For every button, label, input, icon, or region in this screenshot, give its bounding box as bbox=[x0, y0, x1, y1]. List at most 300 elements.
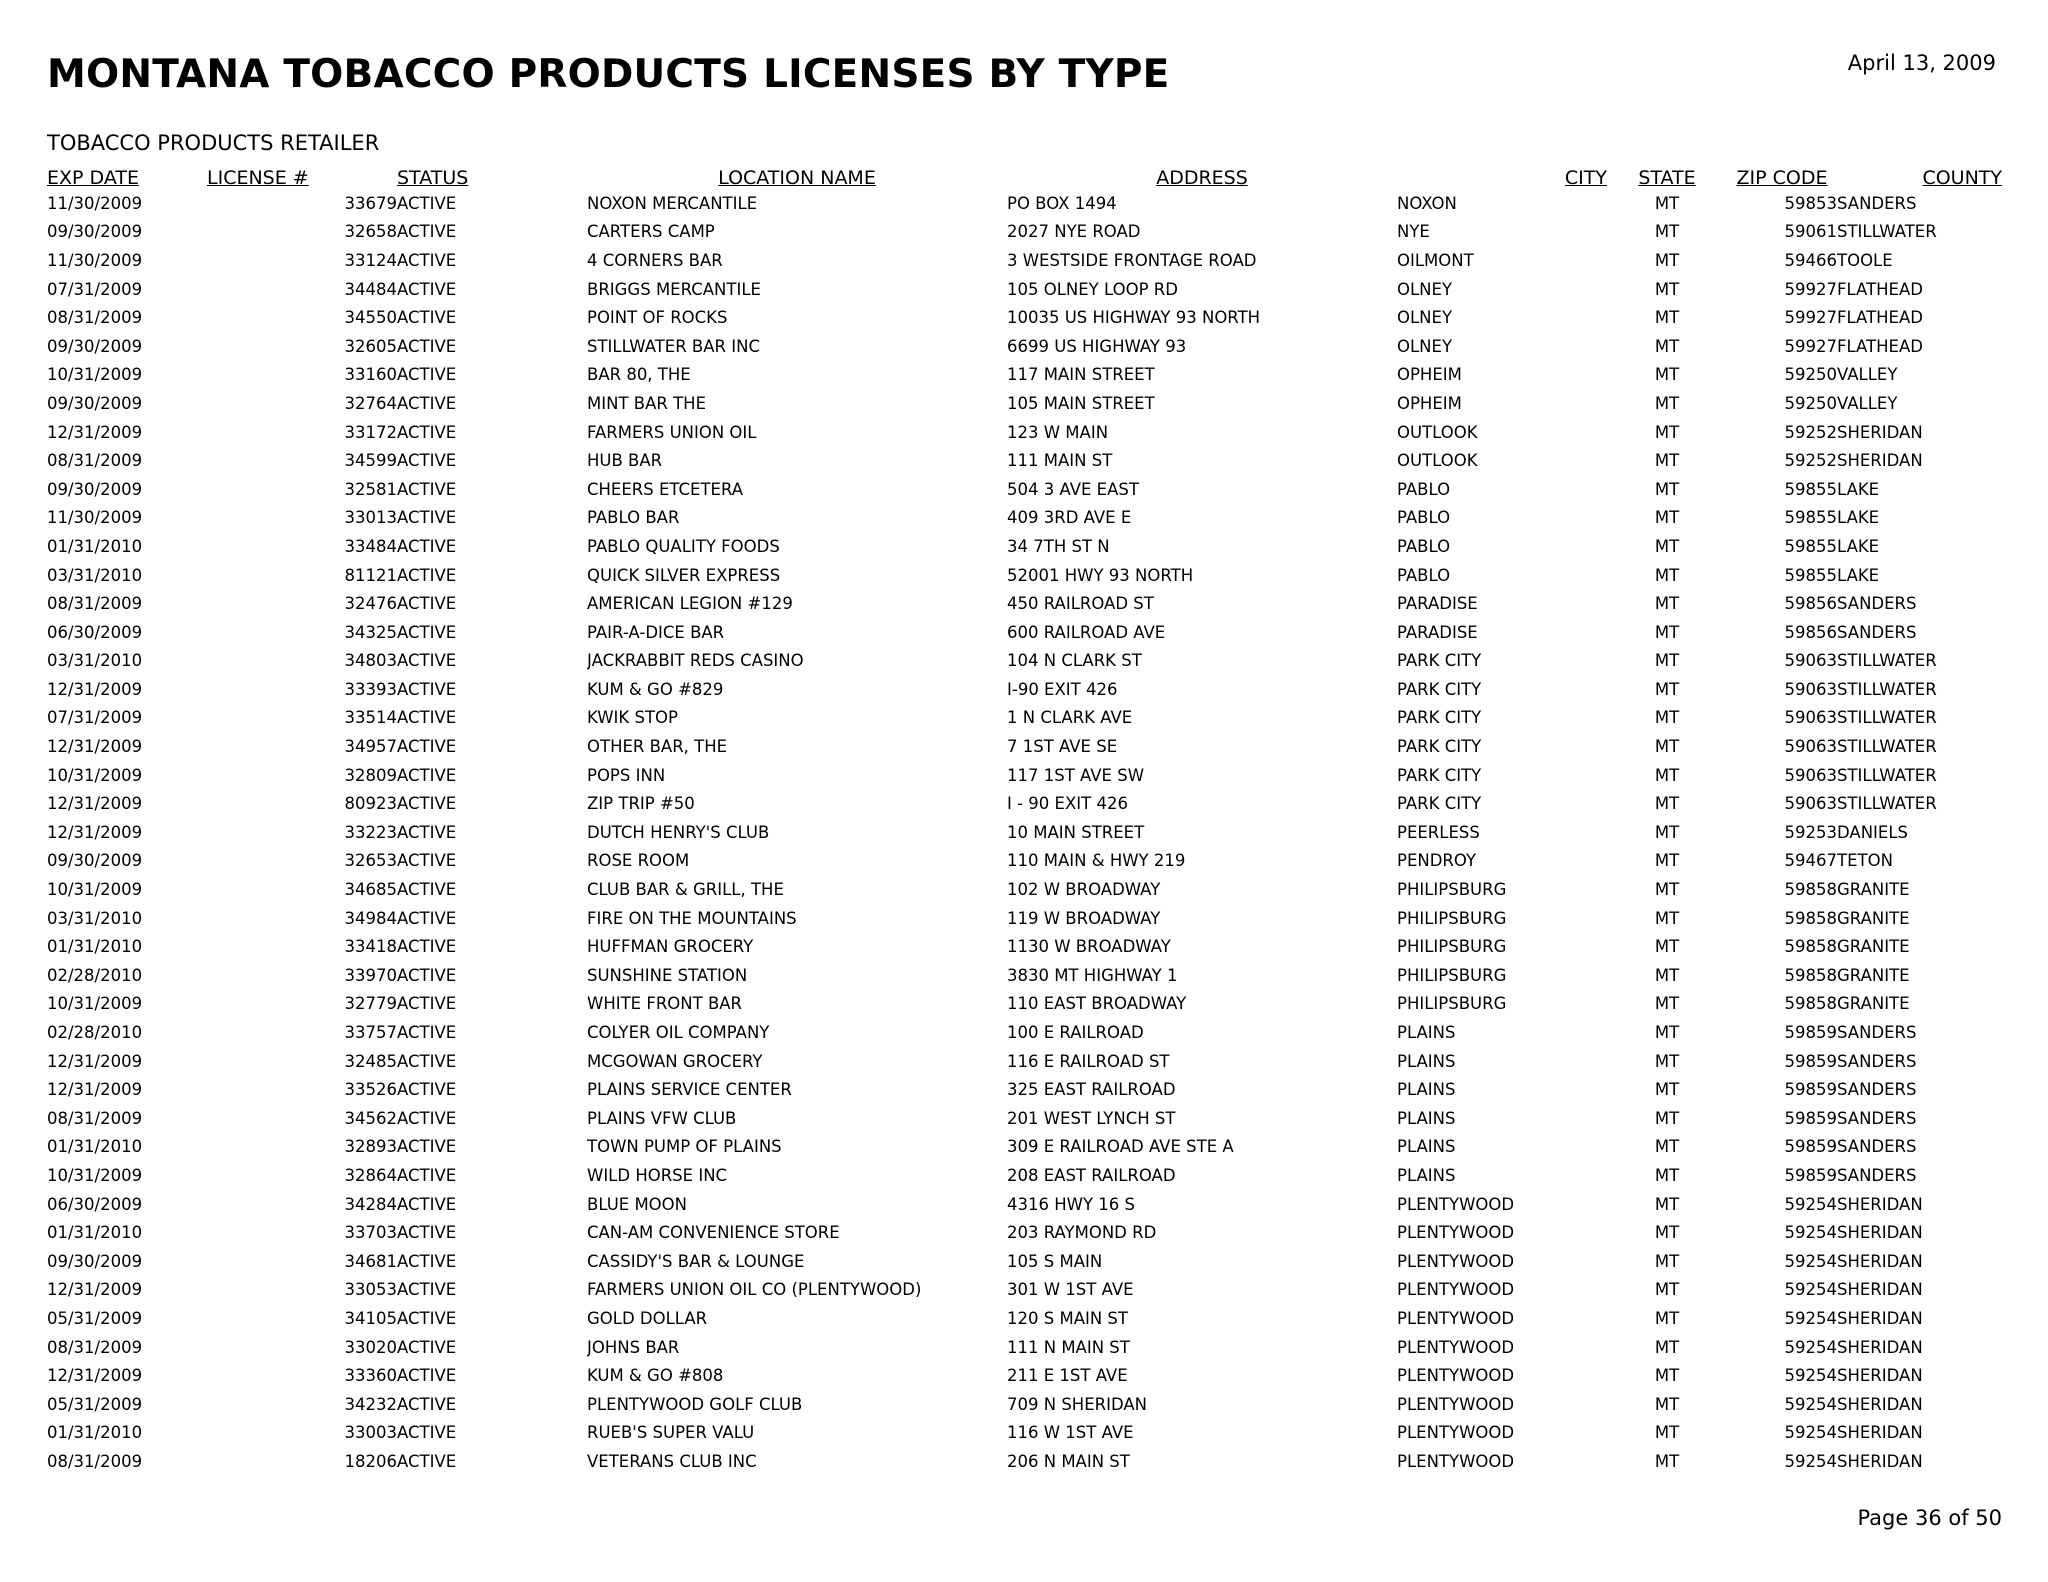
status-cell: ACTIVE bbox=[397, 622, 457, 642]
state-cell: MT bbox=[1654, 851, 1680, 871]
county-cell: SHERIDAN bbox=[1837, 1308, 1923, 1328]
location-name-cell: WILD HORSE INC bbox=[587, 1165, 728, 1185]
zip-code-cell: 59858 bbox=[1784, 994, 1837, 1014]
license-cell: 34232 bbox=[344, 1394, 397, 1414]
state-cell: MT bbox=[1654, 250, 1680, 270]
location-name-cell: BLUE MOON bbox=[587, 1194, 687, 1214]
exp-date-cell: 12/31/2009 bbox=[47, 1280, 143, 1300]
location-name-cell: HUFFMAN GROCERY bbox=[587, 937, 754, 957]
location-name-cell: CARTERS CAMP bbox=[587, 222, 715, 242]
exp-date-cell: 09/30/2009 bbox=[47, 393, 143, 413]
address-cell: 211 E 1ST AVE bbox=[1007, 1366, 1128, 1386]
county-cell: STILLWATER bbox=[1837, 222, 1937, 242]
state-cell: MT bbox=[1654, 308, 1680, 328]
county-cell: GRANITE bbox=[1837, 880, 1910, 900]
table-row bbox=[47, 1190, 2002, 1219]
state-cell: MT bbox=[1654, 1337, 1680, 1357]
location-name-cell: PLAINS VFW CLUB bbox=[587, 1108, 737, 1128]
state-cell: MT bbox=[1654, 1194, 1680, 1214]
location-name-cell: CASSIDY'S BAR & LOUNGE bbox=[587, 1251, 805, 1271]
license-cell: 33053 bbox=[344, 1280, 397, 1300]
license-cell: 34599 bbox=[344, 451, 397, 471]
zip-code-cell: 59254 bbox=[1784, 1451, 1837, 1471]
zip-code-cell: 59467 bbox=[1784, 851, 1837, 871]
license-cell: 33703 bbox=[344, 1223, 397, 1243]
county-cell: SANDERS bbox=[1837, 1080, 1917, 1100]
location-name-cell: PABLO QUALITY FOODS bbox=[587, 536, 780, 556]
location-name-cell: JOHNS BAR bbox=[587, 1337, 680, 1357]
license-cell: 32864 bbox=[344, 1165, 397, 1185]
status-cell: ACTIVE bbox=[397, 708, 457, 728]
license-cell: 32893 bbox=[344, 1137, 397, 1157]
city-cell: PARK CITY bbox=[1397, 765, 1482, 785]
license-cell: 34803 bbox=[344, 651, 397, 671]
zip-code-cell: 59856 bbox=[1784, 594, 1837, 614]
license-cell: 32476 bbox=[344, 594, 397, 614]
exp-date-cell: 05/31/2009 bbox=[47, 1394, 143, 1414]
city-cell: PABLO bbox=[1397, 565, 1451, 585]
address-cell: 123 W MAIN bbox=[1007, 422, 1109, 442]
exp-date-cell: 02/28/2010 bbox=[47, 1023, 143, 1043]
city-cell: PARK CITY bbox=[1397, 737, 1482, 757]
zip-code-cell: 59927 bbox=[1784, 279, 1837, 299]
exp-date-cell: 06/30/2009 bbox=[47, 622, 143, 642]
exp-date-cell: 01/31/2010 bbox=[47, 1423, 143, 1443]
address-cell: 409 3RD AVE E bbox=[1007, 508, 1132, 528]
address-cell: 105 MAIN STREET bbox=[1007, 393, 1155, 413]
zip-code-cell: 59858 bbox=[1784, 908, 1837, 928]
exp-date-cell: 12/31/2009 bbox=[47, 794, 143, 814]
status-cell: ACTIVE bbox=[397, 880, 457, 900]
county-cell: GRANITE bbox=[1837, 965, 1910, 985]
city-cell: NYE bbox=[1397, 222, 1430, 242]
address-cell: 3 WESTSIDE FRONTAGE ROAD bbox=[1007, 250, 1257, 270]
table-row bbox=[47, 1161, 2002, 1190]
county-cell: LAKE bbox=[1837, 479, 1880, 499]
city-cell: PLAINS bbox=[1397, 1023, 1456, 1043]
location-name-cell: FIRE ON THE MOUNTAINS bbox=[587, 908, 797, 928]
exp-date-cell: 08/31/2009 bbox=[47, 1108, 143, 1128]
status-cell: ACTIVE bbox=[397, 308, 457, 328]
license-cell: 33757 bbox=[344, 1023, 397, 1043]
city-cell: NOXON bbox=[1397, 193, 1457, 213]
city-cell: PHILIPSBURG bbox=[1397, 965, 1507, 985]
county-cell: FLATHEAD bbox=[1837, 308, 1923, 328]
city-cell: PLENTYWOOD bbox=[1397, 1308, 1515, 1328]
location-name-cell: ZIP TRIP #50 bbox=[587, 794, 695, 814]
page-title: MONTANA TOBACCO PRODUCTS LICENSES BY TYPE bbox=[47, 52, 1170, 97]
location-name-cell: CHEERS ETCETERA bbox=[587, 479, 744, 499]
location-name-cell: MINT BAR THE bbox=[587, 393, 706, 413]
address-cell: 100 E RAILROAD bbox=[1007, 1023, 1144, 1043]
table-row bbox=[47, 1390, 2002, 1419]
address-cell: I - 90 EXIT 426 bbox=[1007, 794, 1128, 814]
location-name-cell: NOXON MERCANTILE bbox=[587, 193, 758, 213]
county-cell: STILLWATER bbox=[1837, 708, 1937, 728]
address-cell: 120 S MAIN ST bbox=[1007, 1308, 1128, 1328]
table-row bbox=[47, 1361, 2002, 1390]
location-name-cell: PLAINS SERVICE CENTER bbox=[587, 1080, 792, 1100]
city-cell: PARK CITY bbox=[1397, 679, 1482, 699]
license-cell: 34105 bbox=[344, 1308, 397, 1328]
license-cell: 33514 bbox=[344, 708, 397, 728]
zip-code-cell: 59859 bbox=[1784, 1080, 1837, 1100]
exp-date-cell: 10/31/2009 bbox=[47, 1165, 143, 1185]
county-cell: SANDERS bbox=[1837, 1137, 1917, 1157]
license-cell: 33223 bbox=[344, 822, 397, 842]
zip-code-cell: 59859 bbox=[1784, 1137, 1837, 1157]
state-cell: MT bbox=[1654, 937, 1680, 957]
state-cell: MT bbox=[1654, 708, 1680, 728]
exp-date-cell: 12/31/2009 bbox=[47, 1366, 143, 1386]
status-cell: ACTIVE bbox=[397, 393, 457, 413]
location-name-cell: POPS INN bbox=[587, 765, 666, 785]
zip-code-cell: 59927 bbox=[1784, 308, 1837, 328]
county-cell: SANDERS bbox=[1837, 193, 1917, 213]
table-row bbox=[47, 389, 2002, 418]
location-name-cell: HUB BAR bbox=[587, 451, 663, 471]
exp-date-cell: 10/31/2009 bbox=[47, 765, 143, 785]
license-cell: 34284 bbox=[344, 1194, 397, 1214]
license-cell: 34562 bbox=[344, 1108, 397, 1128]
table-row bbox=[47, 1304, 2002, 1333]
status-cell: ACTIVE bbox=[397, 851, 457, 871]
state-cell: MT bbox=[1654, 1308, 1680, 1328]
state-cell: MT bbox=[1654, 365, 1680, 385]
table-row bbox=[47, 1218, 2002, 1247]
license-cell: 33526 bbox=[344, 1080, 397, 1100]
location-name-cell: FARMERS UNION OIL bbox=[587, 422, 757, 442]
county-cell: SHERIDAN bbox=[1837, 1280, 1923, 1300]
county-cell: SHERIDAN bbox=[1837, 1194, 1923, 1214]
location-name-cell: PABLO BAR bbox=[587, 508, 680, 528]
state-cell: MT bbox=[1654, 965, 1680, 985]
zip-code-cell: 59466 bbox=[1784, 250, 1837, 270]
county-cell: LAKE bbox=[1837, 536, 1880, 556]
status-cell: ACTIVE bbox=[397, 937, 457, 957]
location-name-cell: COLYER OIL COMPANY bbox=[587, 1023, 770, 1043]
license-cell: 32485 bbox=[344, 1051, 397, 1071]
address-cell: 34 7TH ST N bbox=[1007, 536, 1110, 556]
city-cell: PEERLESS bbox=[1397, 822, 1480, 842]
status-cell: ACTIVE bbox=[397, 1165, 457, 1185]
state-cell: MT bbox=[1654, 1051, 1680, 1071]
status-cell: ACTIVE bbox=[397, 336, 457, 356]
city-cell: PHILIPSBURG bbox=[1397, 908, 1507, 928]
license-cell: 34984 bbox=[344, 908, 397, 928]
status-cell: ACTIVE bbox=[397, 479, 457, 499]
city-cell: PLENTYWOOD bbox=[1397, 1251, 1515, 1271]
state-cell: MT bbox=[1654, 908, 1680, 928]
county-cell: STILLWATER bbox=[1837, 651, 1937, 671]
table-row bbox=[47, 761, 2002, 790]
license-cell: 33160 bbox=[344, 365, 397, 385]
state-cell: MT bbox=[1654, 1137, 1680, 1157]
status-cell: ACTIVE bbox=[397, 1280, 457, 1300]
table-row bbox=[47, 446, 2002, 475]
exp-date-cell: 05/31/2009 bbox=[47, 1308, 143, 1328]
zip-code-cell: 59859 bbox=[1784, 1051, 1837, 1071]
exp-date-cell: 12/31/2009 bbox=[47, 1051, 143, 1071]
license-cell: 32764 bbox=[344, 393, 397, 413]
state-cell: MT bbox=[1654, 794, 1680, 814]
address-cell: 309 E RAILROAD AVE STE A bbox=[1007, 1137, 1234, 1157]
status-cell: ACTIVE bbox=[397, 1080, 457, 1100]
status-cell: ACTIVE bbox=[397, 965, 457, 985]
exp-date-cell: 07/31/2009 bbox=[47, 708, 143, 728]
zip-code-cell: 59855 bbox=[1784, 565, 1837, 585]
license-cell: 34325 bbox=[344, 622, 397, 642]
city-cell: OLNEY bbox=[1397, 308, 1453, 328]
exp-date-cell: 12/31/2009 bbox=[47, 679, 143, 699]
state-cell: MT bbox=[1654, 536, 1680, 556]
state-cell: MT bbox=[1654, 451, 1680, 471]
exp-date-cell: 09/30/2009 bbox=[47, 479, 143, 499]
city-cell: PARK CITY bbox=[1397, 708, 1482, 728]
state-cell: MT bbox=[1654, 1080, 1680, 1100]
city-cell: PLENTYWOOD bbox=[1397, 1337, 1515, 1357]
table-row bbox=[47, 1419, 2002, 1448]
license-cell: 34550 bbox=[344, 308, 397, 328]
zip-code-cell: 59254 bbox=[1784, 1337, 1837, 1357]
status-cell: ACTIVE bbox=[397, 1423, 457, 1443]
county-cell: SANDERS bbox=[1837, 594, 1917, 614]
address-cell: 10035 US HIGHWAY 93 NORTH bbox=[1007, 308, 1261, 328]
address-cell: 206 N MAIN ST bbox=[1007, 1451, 1130, 1471]
license-cell: 34685 bbox=[344, 880, 397, 900]
zip-code-cell: 59855 bbox=[1784, 536, 1837, 556]
state-cell: MT bbox=[1654, 1451, 1680, 1471]
address-cell: 450 RAILROAD ST bbox=[1007, 594, 1154, 614]
county-cell: GRANITE bbox=[1837, 937, 1910, 957]
table-row bbox=[47, 532, 2002, 561]
status-cell: ACTIVE bbox=[397, 594, 457, 614]
table-header-row bbox=[47, 162, 2002, 189]
zip-code-cell: 59254 bbox=[1784, 1251, 1837, 1271]
status-cell: ACTIVE bbox=[397, 451, 457, 471]
zip-code-cell: 59859 bbox=[1784, 1108, 1837, 1128]
exp-date-cell: 08/31/2009 bbox=[47, 451, 143, 471]
county-cell: DANIELS bbox=[1837, 822, 1909, 842]
zip-code-cell: 59858 bbox=[1784, 937, 1837, 957]
county-cell: GRANITE bbox=[1837, 908, 1910, 928]
licenses-table bbox=[47, 162, 2002, 1476]
location-name-cell: MCGOWAN GROCERY bbox=[587, 1051, 763, 1071]
exp-date-cell: 01/31/2010 bbox=[47, 536, 143, 556]
zip-code-cell: 59856 bbox=[1784, 622, 1837, 642]
county-cell: SANDERS bbox=[1837, 1023, 1917, 1043]
state-cell: MT bbox=[1654, 336, 1680, 356]
zip-code-cell: 59254 bbox=[1784, 1280, 1837, 1300]
status-cell: ACTIVE bbox=[397, 279, 457, 299]
city-cell: PHILIPSBURG bbox=[1397, 994, 1507, 1014]
column-header-zip-code: ZIP CODE bbox=[1736, 167, 1828, 189]
address-cell: 110 EAST BROADWAY bbox=[1007, 994, 1187, 1014]
status-cell: ACTIVE bbox=[397, 794, 457, 814]
exp-date-cell: 11/30/2009 bbox=[47, 250, 143, 270]
location-name-cell: KUM & GO #829 bbox=[587, 679, 724, 699]
table-row bbox=[47, 789, 2002, 818]
state-cell: MT bbox=[1654, 193, 1680, 213]
status-cell: ACTIVE bbox=[397, 1251, 457, 1271]
status-cell: ACTIVE bbox=[397, 422, 457, 442]
state-cell: MT bbox=[1654, 393, 1680, 413]
table-row bbox=[47, 990, 2002, 1019]
city-cell: OLNEY bbox=[1397, 279, 1453, 299]
status-cell: ACTIVE bbox=[397, 1137, 457, 1157]
column-header-location-name: LOCATION NAME bbox=[718, 167, 876, 189]
exp-date-cell: 03/31/2010 bbox=[47, 651, 143, 671]
zip-code-cell: 59859 bbox=[1784, 1165, 1837, 1185]
city-cell: PLENTYWOOD bbox=[1397, 1451, 1515, 1471]
state-cell: MT bbox=[1654, 565, 1680, 585]
license-cell: 18206 bbox=[344, 1451, 397, 1471]
table-row bbox=[47, 189, 2002, 218]
exp-date-cell: 01/31/2010 bbox=[47, 937, 143, 957]
state-cell: MT bbox=[1654, 594, 1680, 614]
table-row bbox=[47, 1018, 2002, 1047]
address-cell: 504 3 AVE EAST bbox=[1007, 479, 1139, 499]
zip-code-cell: 59063 bbox=[1784, 708, 1837, 728]
zip-code-cell: 59858 bbox=[1784, 965, 1837, 985]
exp-date-cell: 08/31/2009 bbox=[47, 1337, 143, 1357]
location-name-cell: OTHER BAR, THE bbox=[587, 737, 728, 757]
table-row bbox=[47, 504, 2002, 533]
state-cell: MT bbox=[1654, 622, 1680, 642]
county-cell: SHERIDAN bbox=[1837, 1394, 1923, 1414]
location-name-cell: TOWN PUMP OF PLAINS bbox=[587, 1137, 782, 1157]
county-cell: TOOLE bbox=[1837, 250, 1893, 270]
address-cell: 104 N CLARK ST bbox=[1007, 651, 1142, 671]
zip-code-cell: 59858 bbox=[1784, 880, 1837, 900]
status-cell: ACTIVE bbox=[397, 1051, 457, 1071]
zip-code-cell: 59855 bbox=[1784, 508, 1837, 528]
status-cell: ACTIVE bbox=[397, 193, 457, 213]
license-cell: 33418 bbox=[344, 937, 397, 957]
state-cell: MT bbox=[1654, 1251, 1680, 1271]
address-cell: 600 RAILROAD AVE bbox=[1007, 622, 1166, 642]
state-cell: MT bbox=[1654, 479, 1680, 499]
table-row bbox=[47, 418, 2002, 447]
address-cell: 117 MAIN STREET bbox=[1007, 365, 1155, 385]
table-row bbox=[47, 246, 2002, 275]
column-header-exp-date: EXP DATE bbox=[47, 167, 139, 189]
county-cell: STILLWATER bbox=[1837, 679, 1937, 699]
county-cell: SANDERS bbox=[1837, 1165, 1917, 1185]
zip-code-cell: 59063 bbox=[1784, 651, 1837, 671]
location-name-cell: FARMERS UNION OIL CO (PLENTYWOOD) bbox=[587, 1280, 922, 1300]
county-cell: STILLWATER bbox=[1837, 765, 1937, 785]
address-cell: 709 N SHERIDAN bbox=[1007, 1394, 1148, 1414]
license-cell: 33970 bbox=[344, 965, 397, 985]
zip-code-cell: 59061 bbox=[1784, 222, 1837, 242]
address-cell: 105 S MAIN bbox=[1007, 1251, 1103, 1271]
status-cell: ACTIVE bbox=[397, 679, 457, 699]
county-cell: VALLEY bbox=[1837, 393, 1898, 413]
status-cell: ACTIVE bbox=[397, 1223, 457, 1243]
county-cell: SHERIDAN bbox=[1837, 1337, 1923, 1357]
page-number: Page 36 of 50 bbox=[1857, 1506, 2002, 1530]
table-row bbox=[47, 218, 2002, 247]
license-cell: 33360 bbox=[344, 1366, 397, 1386]
location-name-cell: QUICK SILVER EXPRESS bbox=[587, 565, 781, 585]
state-cell: MT bbox=[1654, 765, 1680, 785]
table-row bbox=[47, 275, 2002, 304]
status-cell: ACTIVE bbox=[397, 1337, 457, 1357]
city-cell: PARK CITY bbox=[1397, 794, 1482, 814]
table-row bbox=[47, 303, 2002, 332]
zip-code-cell: 59063 bbox=[1784, 679, 1837, 699]
city-cell: PLAINS bbox=[1397, 1137, 1456, 1157]
city-cell: PARK CITY bbox=[1397, 651, 1482, 671]
zip-code-cell: 59254 bbox=[1784, 1194, 1837, 1214]
county-cell: TETON bbox=[1837, 851, 1893, 871]
column-header-address: ADDRESS bbox=[1156, 167, 1248, 189]
state-cell: MT bbox=[1654, 822, 1680, 842]
zip-code-cell: 59254 bbox=[1784, 1394, 1837, 1414]
zip-code-cell: 59063 bbox=[1784, 794, 1837, 814]
zip-code-cell: 59254 bbox=[1784, 1308, 1837, 1328]
address-cell: 6699 US HIGHWAY 93 bbox=[1007, 336, 1187, 356]
city-cell: OUTLOOK bbox=[1397, 451, 1478, 471]
address-cell: 1 N CLARK AVE bbox=[1007, 708, 1133, 728]
table-row bbox=[47, 847, 2002, 876]
table-row bbox=[47, 332, 2002, 361]
city-cell: PENDROY bbox=[1397, 851, 1477, 871]
zip-code-cell: 59252 bbox=[1784, 451, 1837, 471]
address-cell: 7 1ST AVE SE bbox=[1007, 737, 1118, 757]
city-cell: OLNEY bbox=[1397, 336, 1453, 356]
column-header-state: STATE bbox=[1638, 167, 1696, 189]
address-cell: 116 E RAILROAD ST bbox=[1007, 1051, 1170, 1071]
license-cell: 32581 bbox=[344, 479, 397, 499]
state-cell: MT bbox=[1654, 508, 1680, 528]
exp-date-cell: 10/31/2009 bbox=[47, 365, 143, 385]
report-date: April 13, 2009 bbox=[1847, 51, 1996, 75]
table-row bbox=[47, 1333, 2002, 1362]
county-cell: STILLWATER bbox=[1837, 737, 1937, 757]
column-header-status: STATUS bbox=[397, 167, 469, 189]
status-cell: ACTIVE bbox=[397, 565, 457, 585]
location-name-cell: GOLD DOLLAR bbox=[587, 1308, 708, 1328]
city-cell: OILMONT bbox=[1397, 250, 1474, 270]
state-cell: MT bbox=[1654, 679, 1680, 699]
county-cell: SHERIDAN bbox=[1837, 1366, 1923, 1386]
zip-code-cell: 59254 bbox=[1784, 1423, 1837, 1443]
city-cell: PLAINS bbox=[1397, 1051, 1456, 1071]
zip-code-cell: 59250 bbox=[1784, 393, 1837, 413]
city-cell: PLENTYWOOD bbox=[1397, 1280, 1515, 1300]
state-cell: MT bbox=[1654, 1366, 1680, 1386]
license-cell: 32809 bbox=[344, 765, 397, 785]
table-row bbox=[47, 475, 2002, 504]
status-cell: ACTIVE bbox=[397, 508, 457, 528]
county-cell: FLATHEAD bbox=[1837, 336, 1923, 356]
address-cell: 208 EAST RAILROAD bbox=[1007, 1165, 1176, 1185]
state-cell: MT bbox=[1654, 279, 1680, 299]
county-cell: FLATHEAD bbox=[1837, 279, 1923, 299]
address-cell: 110 MAIN & HWY 219 bbox=[1007, 851, 1186, 871]
location-name-cell: VETERANS CLUB INC bbox=[587, 1451, 757, 1471]
table-row bbox=[47, 704, 2002, 733]
license-cell: 80923 bbox=[344, 794, 397, 814]
state-cell: MT bbox=[1654, 737, 1680, 757]
status-cell: ACTIVE bbox=[397, 737, 457, 757]
location-name-cell: SUNSHINE STATION bbox=[587, 965, 748, 985]
location-name-cell: PAIR-A-DICE BAR bbox=[587, 622, 725, 642]
license-cell: 33020 bbox=[344, 1337, 397, 1357]
county-cell: VALLEY bbox=[1837, 365, 1898, 385]
